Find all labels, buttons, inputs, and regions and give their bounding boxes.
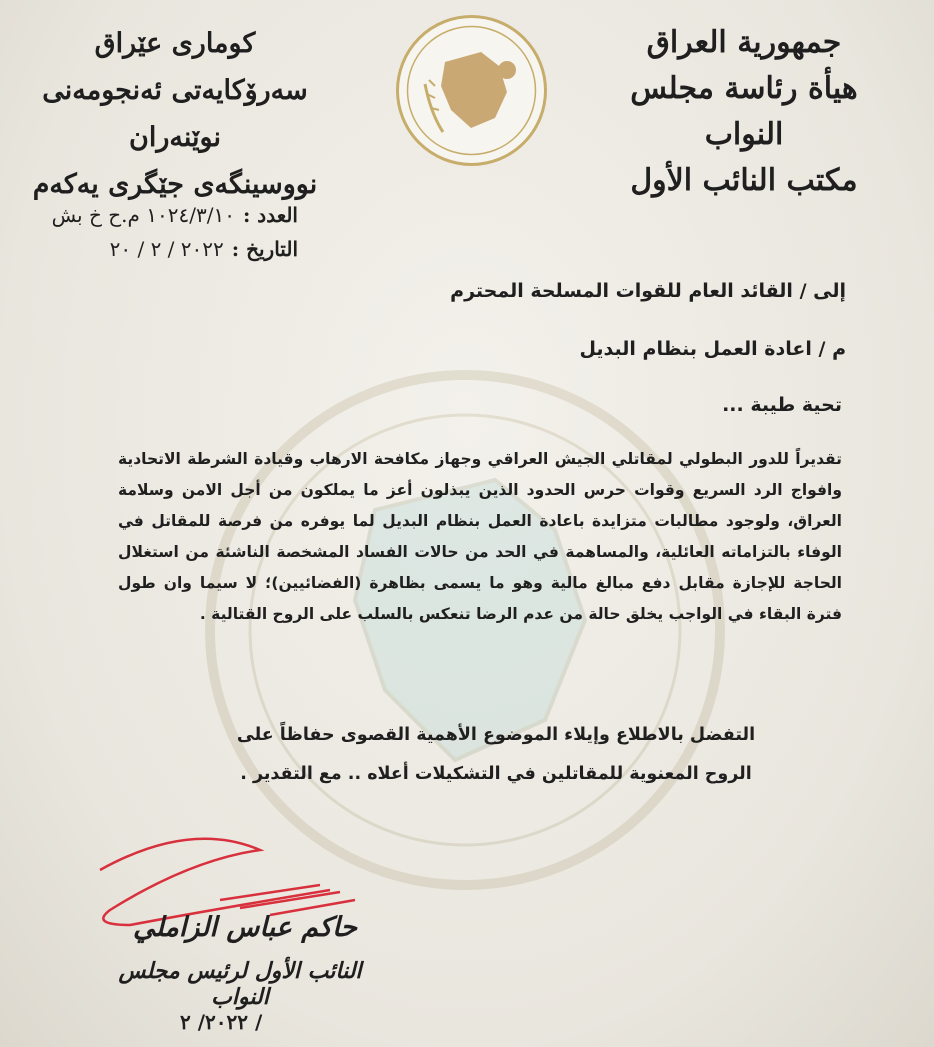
signature-date: ٢٠٢٢/ ٢ / (180, 1010, 263, 1034)
greeting-line: تحية طيبة ... (722, 394, 842, 416)
parliament-watermark (195, 360, 735, 900)
recipient-line: إلى / القائد العام للقوات المسلحة المحترم (450, 280, 846, 302)
ref-number-row (28, 198, 298, 232)
closing-request: التفضل بالاطلاع وإيلاء الموضوع الأهمية القصوى حفاظاً على الروح المعنوية للمقاتلين في التشكيلات أعلاه .. مع التقدير . (236, 725, 756, 784)
signatory-title: النائب الأول لرئيس مجلس النواب (118, 958, 362, 1010)
ref-date-label: التاريخ : (231, 237, 298, 261)
ref-date-row (28, 232, 298, 266)
header-line-country-ku: كوماری عێراق (94, 28, 256, 59)
subject-line: م / اعادة العمل بنظام البديل (579, 338, 846, 360)
ref-number-value: ١٠٢٤/٣/١٠ م.ح خ بش (51, 203, 235, 227)
header-line-country: جمهورية العراق (646, 25, 842, 60)
ref-date-value: ٢٠٢٢ / ٢ / ٢٠ (109, 237, 224, 261)
ref-number-label: العدد : (242, 203, 298, 227)
signatory-name: حاكم عباس الزاملي (132, 912, 357, 943)
letter-body: تقديراً للدور البطولي لمقاتلي الجيش العراقي وجهاز مكافحة الارهاب وقيادة الشرطة الاتحادية وافواج الرد السريع وقوات حرس الحدود الذين يبذلون أعز ما يملكون من أجل الامن وسلامة العراق، ولوجود مطالبات متزايدة باعادة العمل بنظام البديل لما يوفره من فرصة للمقاتل في الوفاء بالتزاماته العائلية، والمساهمة في الحد من حالات الفساد المشخصة الناشئة من استغلال الحاجة للإجازة مقابل دفع مبالغ مالية وهو ما يسمى بظاهرة (الفضائيين)؛ لا سيما وان طول فترة البقاء في الواجب يخلق حالة من عدم الرضا تنعكس بالسلب على الروح القتالية . (118, 450, 842, 623)
header-line-office-ku: نووسینگەی جێگری یەکەم (32, 169, 318, 200)
header-line-office: مكتب النائب الأول (630, 163, 858, 198)
reference-block (28, 198, 298, 266)
header-arabic (614, 20, 874, 204)
parliament-seal (395, 14, 548, 167)
header-line-presidency-ku: سەرۆکایەتی ئەنجومەنی نوێنەران (42, 75, 308, 153)
header-kurdish (30, 20, 320, 208)
header-line-presidency: هيأة رئاسة مجلس النواب (630, 71, 858, 152)
